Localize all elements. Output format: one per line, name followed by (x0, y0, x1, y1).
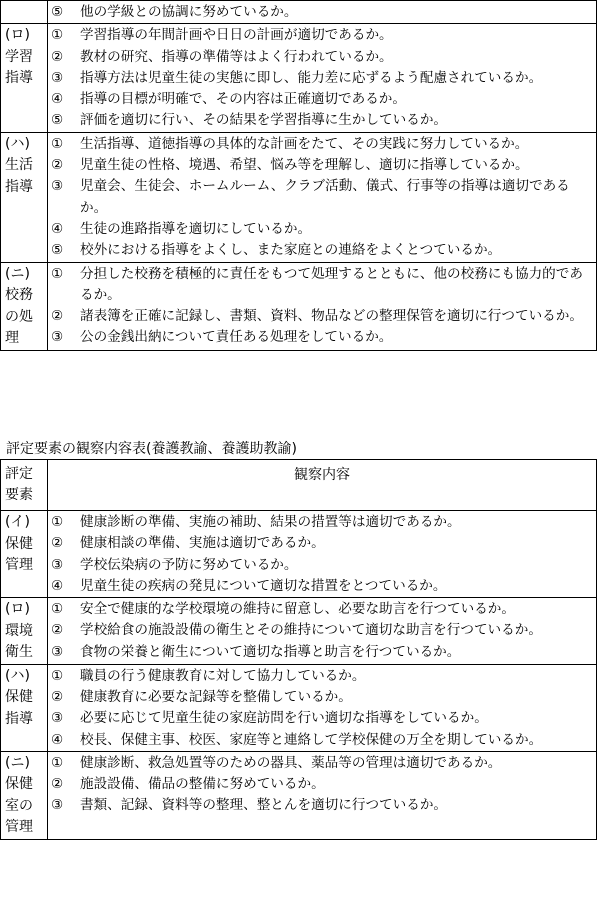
header-category-line: 評定 (5, 466, 33, 482)
item-text: 健康診断、救急処置等のための器具、薬品等の管理は適切であるか。 (80, 754, 502, 771)
category-line: 保健 (5, 535, 33, 552)
list-item (51, 533, 594, 554)
category-cell (1, 132, 48, 262)
item-text: 評価を適切に行い、その結果を学習指導に生かしているか。 (80, 112, 448, 129)
item-text: 校外における指導をよくし、また家庭との連絡をよくとつているか。 (80, 242, 502, 259)
list-item (51, 327, 594, 348)
category-cell (1, 1, 48, 24)
table-row (1, 132, 597, 262)
item-number: ④ (51, 577, 64, 594)
section-title: 評定要素の観察内容表(養護教諭、養護助教諭) (6, 441, 297, 457)
list-item (51, 134, 594, 155)
item-number: ⑤ (51, 242, 64, 259)
items-cell (48, 132, 597, 262)
category-cell (1, 664, 48, 751)
item-number: ④ (51, 91, 64, 108)
category-cell (1, 751, 48, 839)
list-item (51, 264, 594, 307)
item-number: ⑤ (51, 112, 64, 129)
table-row (1, 751, 597, 839)
item-number: ③ (51, 178, 64, 195)
item-text: 学校給食の施設設備の衛生とその維持について適切な助言を行つているか。 (80, 622, 542, 639)
items-cell (48, 24, 597, 132)
category-line: (ハ) (5, 135, 30, 152)
item-text: 指導方法は児童生徒の実態に即し、能力差に応ずるよう配慮されているか。 (80, 69, 543, 86)
item-number: ① (51, 667, 64, 684)
item-number: ④ (51, 220, 64, 237)
category-line: (ニ) (5, 754, 30, 771)
list-item (51, 89, 594, 110)
category-line: 理 (5, 330, 19, 347)
item-number: ① (51, 754, 64, 771)
item-text: 児童生徒の疾病の発見について適切な措置をとつているか。 (80, 577, 447, 594)
item-text: 児童会、生徒会、ホームルーム、クラブ活動、儀式、行事等の指導は適切であるか。 (80, 178, 570, 216)
table-row (1, 262, 597, 350)
item-number: ② (51, 688, 64, 705)
list-item (51, 795, 594, 816)
item-text: 諸表簿を正確に記録し、書類、資料、物品などの整理保管を適切に行つているか。 (80, 308, 583, 325)
items-cell (48, 598, 597, 665)
item-number: ② (51, 48, 64, 65)
item-number: ② (51, 157, 64, 174)
items-cell (48, 262, 597, 350)
table-row (1, 664, 597, 751)
category-cell (1, 511, 48, 598)
list-item (51, 155, 594, 176)
item-text: 教材の研究、指導の準備等はよく行われているか。 (80, 48, 393, 65)
table-row (1, 511, 597, 598)
list-item (51, 576, 594, 597)
item-number: ③ (51, 69, 64, 86)
item-text: 施設設備、備品の整備に努めているか。 (80, 776, 325, 793)
item-number: ① (51, 265, 64, 282)
item-text: 他の学級との協調に努めているか。 (80, 4, 298, 20)
category-line: 学習 (5, 48, 33, 65)
items-cell (48, 1, 597, 24)
category-cell (1, 262, 48, 350)
item-text: 健康相談の準備、実施は適切であるか。 (80, 535, 325, 552)
category-line: 保健 (5, 689, 33, 706)
items-cell (48, 511, 597, 598)
category-line: (ハ) (5, 667, 30, 684)
list-item (51, 555, 594, 576)
item-number: ③ (51, 556, 64, 573)
category-line: の処 (5, 308, 33, 325)
item-number: ⑤ (51, 4, 64, 20)
item-number: ① (51, 514, 64, 530)
item-text: 書類、記録、資料等の整理、整とんを適切に行つているか。 (80, 797, 448, 814)
list-item (51, 666, 594, 687)
category-line: 衛生 (5, 644, 33, 661)
evaluation-table-nurse-teachers (0, 459, 597, 840)
header-category-cell (1, 460, 48, 511)
list-item (51, 2, 594, 23)
list-item (51, 68, 594, 89)
category-line: (ロ) (5, 601, 30, 618)
item-text: 生活指導、道徳指導の具体的な計画をたて、その実践に努力しているか。 (80, 135, 529, 152)
table-body (1, 1, 597, 351)
category-line: 指導 (5, 70, 33, 87)
item-text: 生徒の進路指導を適切にしているか。 (80, 220, 312, 237)
item-number: ③ (51, 797, 64, 814)
item-number: ① (51, 135, 64, 152)
category-cell (1, 24, 48, 132)
item-text: 指導の目標が明確で、その内容は正確適切であるか。 (80, 91, 406, 108)
list-item (51, 306, 594, 327)
list-item (51, 708, 594, 729)
list-item (51, 176, 594, 219)
table-row (1, 598, 597, 665)
item-text: 職員の行う健康教育に対して協力しているか。 (80, 667, 366, 684)
list-item (51, 47, 594, 68)
item-number: ② (51, 308, 64, 325)
item-number: ① (51, 27, 64, 44)
list-item (51, 25, 594, 46)
table-row (1, 24, 597, 132)
header-category-line: 要素 (5, 487, 33, 503)
list-item (51, 110, 594, 131)
items-cell (48, 751, 597, 839)
category-line: 指導 (5, 710, 33, 727)
table-row (1, 1, 597, 24)
evaluation-table-teachers (0, 0, 597, 351)
item-number: ③ (51, 329, 64, 346)
item-number: ③ (51, 710, 64, 727)
item-text: 健康教育に必要な記録等を整備しているか。 (80, 688, 352, 705)
list-item (51, 687, 594, 708)
header-content-cell: 観察内容 (48, 460, 597, 511)
header-row (1, 460, 597, 511)
category-line: 環境 (5, 622, 33, 639)
item-number: ② (51, 535, 64, 552)
category-line: 校務 (5, 287, 33, 304)
item-number: ① (51, 601, 64, 618)
list-item (51, 599, 594, 620)
category-line: 管理 (5, 557, 33, 573)
item-number: ④ (51, 731, 64, 748)
item-number: ② (51, 776, 64, 793)
category-line: 生活 (5, 157, 33, 174)
category-line: (ニ) (5, 265, 30, 282)
item-number: ② (51, 622, 64, 639)
item-number: ③ (51, 643, 64, 660)
category-cell (1, 598, 48, 665)
list-item (51, 219, 594, 240)
item-text: 安全で健康的な学校環境の維持に留意し、必要な助言を行つているか。 (80, 601, 515, 618)
category-line: 保健 (5, 776, 33, 793)
item-text: 健康診断の準備、実施の補助、結果の措置等は適切であるか。 (80, 514, 461, 530)
item-text: 児童生徒の性格、境遇、希望、悩み等を理解し、適切に指導しているか。 (80, 157, 529, 174)
item-text: 食物の栄養と衛生について適切な指導と助言を行つているか。 (80, 643, 461, 660)
list-item (51, 774, 594, 795)
list-item (51, 240, 594, 261)
items-cell (48, 664, 597, 751)
list-item (51, 753, 594, 774)
category-line: 指導 (5, 178, 33, 195)
list-item (51, 620, 594, 641)
item-text: 必要に応じて児童生徒の家庭訪問を行い適切な指導をしているか。 (80, 710, 488, 727)
list-item (51, 512, 594, 533)
item-text: 学校伝染病の予防に努めているか。 (80, 556, 298, 573)
list-item (51, 642, 594, 663)
category-line: 室の (5, 797, 33, 814)
category-line: (イ) (5, 514, 30, 530)
category-line: (ロ) (5, 27, 30, 44)
item-text: 校長、保健主事、校医、家庭等と連絡して学校保健の万全を期しているか。 (80, 731, 543, 748)
item-text: 学習指導の年間計画や日日の計画が適切であるか。 (80, 27, 393, 44)
category-line: 管理 (5, 819, 33, 836)
item-text: 分担した校務を積極的に責任をもつて処理するとともに、他の校務にも協力的であるか。 (80, 265, 583, 303)
list-item (51, 730, 594, 751)
table-body (1, 460, 597, 840)
item-text: 公の金銭出納について責任ある処理をしているか。 (80, 329, 393, 346)
